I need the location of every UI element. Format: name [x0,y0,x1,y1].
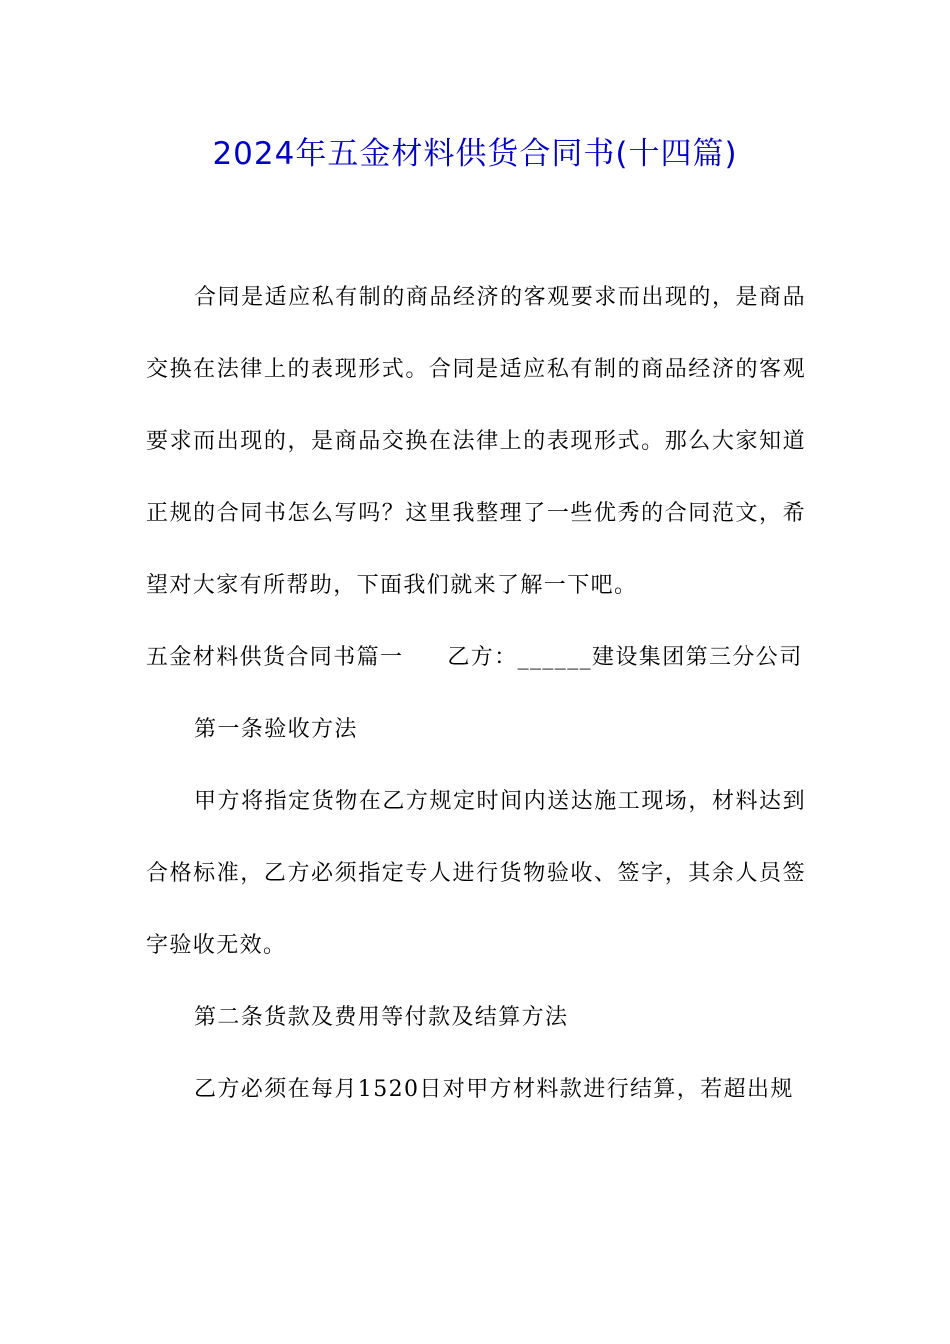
article-1-text: 甲方将指定货物在乙方规定时间内送达施工现场，材料达到合格标准，乙方必须指定专人进行货物验收、签字，其余人员签字验收无效。 [146,789,806,958]
section-heading: 五金材料供货合同书篇一 [146,645,404,670]
article-2-title: 第二条货款及费用等付款及结算方法 [194,1005,569,1030]
document-title: 2024年五金材料供货合同书(十四篇) [212,136,738,172]
party-b-line: 乙方：______建设集团第三分公司 [447,645,803,670]
article-2-text: 乙方必须在每月1520日对甲方材料款进行结算，若超出规 [194,1077,794,1102]
section-heading-line [146,622,806,694]
intro-paragraph: 合同是适应私有制的商品经济的客观要求而出现的，是商品交换在法律上的表现形式。合同是适应私有制的商品经济的客观要求而出现的，是商品交换在法律上的表现形式。那么大家知道正规的合同书怎么写吗？这里我整理了一些优秀的合同范文，希望对大家有所帮助，下面我们就来了解一下吧。 [146,285,806,598]
document-body [146,262,806,1126]
article-1-title: 第一条验收方法 [194,717,358,742]
